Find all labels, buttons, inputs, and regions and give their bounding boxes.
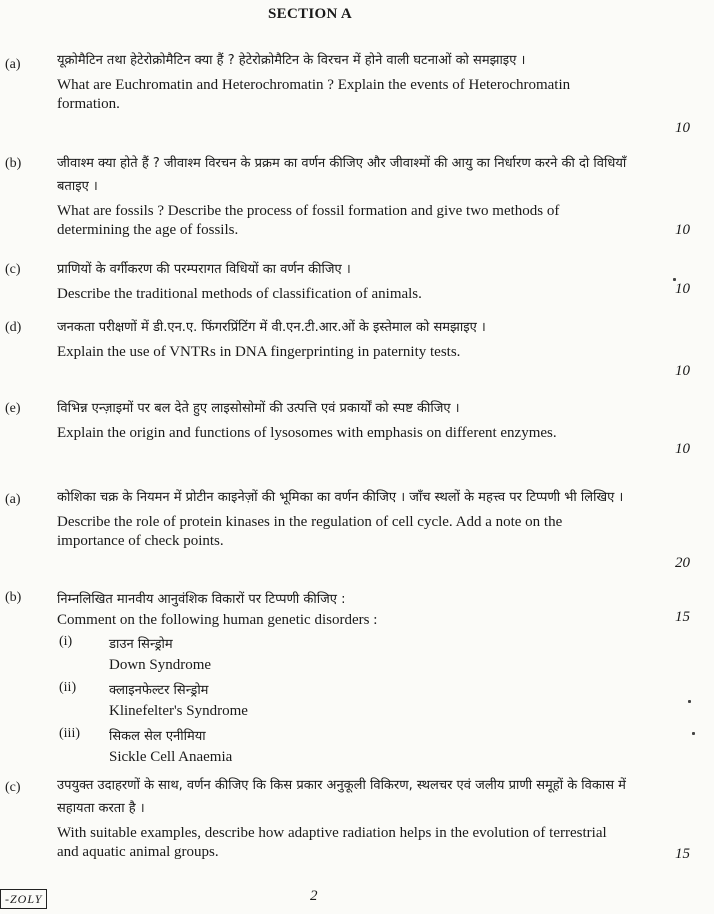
scan-speck xyxy=(673,278,676,281)
paper-code-box: -ZOLY xyxy=(0,889,47,909)
sub-item-label: (ii) xyxy=(59,680,77,695)
sub-item-label: (iii) xyxy=(59,726,80,741)
sub-item-hindi: सिकल सेल एनीमिया xyxy=(109,729,206,744)
question-english: Explain the origin and functions of lysosomes with emphasis on different enzymes. xyxy=(57,425,557,441)
question-english: What are fossils ? Describe the process of fossil formation and give two methods of determining the age of fossils. xyxy=(57,203,560,238)
question-english: What are Euchromatin and Heterochromatin ? Explain the events of Heterochromatin formation. xyxy=(57,77,571,112)
sub-item-english: Sickle Cell Anaemia xyxy=(109,749,233,765)
sub-item xyxy=(57,680,627,726)
question-english: Comment on the following human genetic disorders : xyxy=(57,612,378,628)
question-label: (c) xyxy=(5,262,21,277)
question-label: (a) xyxy=(5,492,21,507)
question-english: Describe the traditional methods of classification of animals. xyxy=(57,286,422,302)
question-marks: 10 xyxy=(675,222,690,238)
question-label: (a) xyxy=(5,57,21,72)
sub-item-english: Klinefelter's Syndrome xyxy=(109,703,248,719)
question-hindi: कोशिका चक्र के नियमन में प्रोटीन काइनेज़ों की भूमिका का वर्णन कीजिए । जाँच स्थलों के महत्त्व पर टिप्पणी भी लिखिए । xyxy=(57,490,624,505)
question-label: (d) xyxy=(5,320,22,335)
question-hindi: विभिन्न एन्ज़ाइमों पर बल देते हुए लाइसोसोमों की उत्पत्ति एवं प्रकार्यों को स्पष्ट कीजिए । xyxy=(57,401,460,416)
question-english: Explain the use of VNTRs in DNA fingerprinting in paternity tests. xyxy=(57,344,461,360)
question-label: (b) xyxy=(5,590,22,605)
question-hindi: जीवाश्म क्या होते हैं ? जीवाश्म विरचन के प्रक्रम का वर्णन कीजिए और जीवाश्मों की आयु का निर्धारण करने की दो विधियाँ बताइए । xyxy=(57,156,627,194)
question-english: Describe the role of protein kinases in the regulation of cell cycle. Add a note on the importance of check points. xyxy=(57,514,563,549)
scan-speck xyxy=(692,732,695,735)
question-marks: 10 xyxy=(675,441,690,457)
page-number: 2 xyxy=(310,888,318,904)
question-label: (b) xyxy=(5,156,22,171)
question-marks: 15 xyxy=(675,846,690,862)
question-marks: 20 xyxy=(675,555,690,571)
question-hindi: उपयुक्त उदाहरणों के साथ, वर्णन कीजिए कि किस प्रकार अनुकूली विकिरण, स्थलचर एवं जलीय प्राणी समूहों के विकास में सहायता करता है । xyxy=(57,778,626,816)
sub-item xyxy=(57,634,627,680)
scan-speck xyxy=(688,700,691,703)
question-hindi: यूक्रोमैटिन तथा हेटेरोक्रोमैटिन क्या हैं ? हेटेरोक्रोमैटिन के विरचन में होने वाली घटनाओं को समझाइए । xyxy=(57,53,526,68)
question-marks: 10 xyxy=(675,363,690,379)
sub-item xyxy=(57,726,627,772)
sub-item-english: Down Syndrome xyxy=(109,657,212,673)
section-title: SECTION A xyxy=(268,6,352,22)
question-hindi: प्राणियों के वर्गीकरण की परम्परागत विधियों का वर्णन कीजिए । xyxy=(57,262,351,277)
question-marks: 10 xyxy=(675,120,690,136)
question-marks: 10 xyxy=(675,281,690,297)
sub-item-hindi: क्लाइनफेल्टर सिन्ड्रोम xyxy=(109,683,209,698)
sub-items-list xyxy=(57,634,627,772)
question-label: (c) xyxy=(5,780,21,795)
sub-item-label: (i) xyxy=(59,634,73,649)
question-english: With suitable examples, describe how adaptive radiation helps in the evolution of terrestrial and aquatic animal groups. xyxy=(57,825,607,860)
question-label: (e) xyxy=(5,401,21,416)
question-hindi: निम्नलिखित मानवीय आनुवंशिक विकारों पर टिप्पणी कीजिए : xyxy=(57,592,346,607)
question-hindi: जनकता परीक्षणों में डी.एन.ए. फिंगरप्रिंटिंग में वी.एन.टी.आर.ओं के इस्तेमाल को समझाइए । xyxy=(57,320,486,335)
question-marks: 15 xyxy=(675,609,690,625)
sub-item-hindi: डाउन सिन्ड्रोम xyxy=(109,637,173,652)
